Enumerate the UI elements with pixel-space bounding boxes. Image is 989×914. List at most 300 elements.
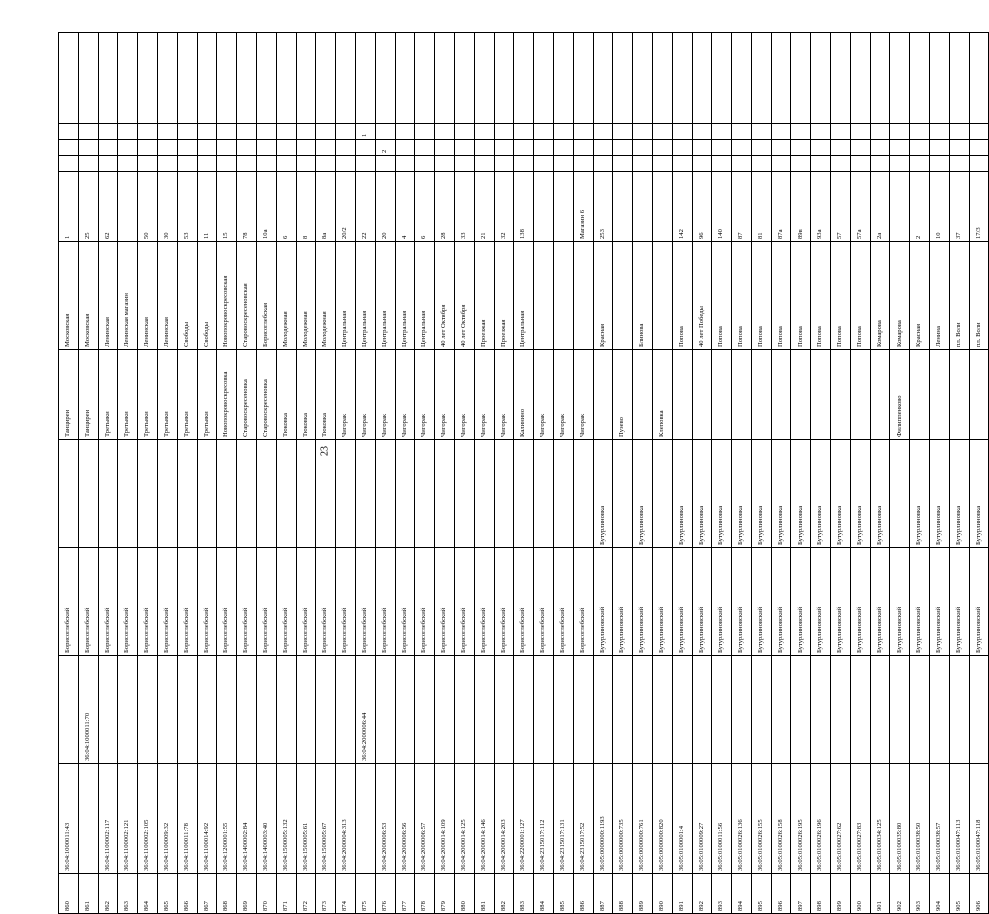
cell-town — [454, 440, 474, 548]
cell-house-number: 21 — [474, 172, 494, 242]
cell-cadastral-number-alt — [98, 656, 118, 764]
cell-town: Бутурлиновка — [751, 440, 771, 548]
cell-row-number: 874 — [336, 874, 356, 914]
cell-cadastral-number — [78, 764, 98, 874]
cell-district: Борисоглебский — [395, 548, 415, 656]
cell-row-number: 868 — [217, 874, 237, 914]
cell-street: пл. Воли — [949, 242, 969, 350]
cell-district: Бутурлиновский — [712, 548, 732, 656]
cell-cadastral-number: 36:04:2315017:112 — [534, 764, 554, 874]
cell-extra-2 — [613, 140, 633, 156]
cell-extra-3 — [138, 124, 158, 140]
cell-house-number: 28 — [435, 172, 455, 242]
table-row — [276, 33, 296, 914]
table-row — [672, 33, 692, 914]
cell-house-number: 62 — [98, 172, 118, 242]
cell-note — [870, 33, 890, 124]
cell-village — [692, 350, 712, 440]
cell-cadastral-number: 36:05:0100011:56 — [712, 764, 732, 874]
cell-street: Красная — [593, 242, 613, 350]
cell-town — [336, 440, 356, 548]
cell-house-number: 4 — [395, 172, 415, 242]
table-row — [811, 33, 831, 914]
cell-house-number: 25 — [78, 172, 98, 242]
cell-village: Чигорак — [534, 350, 554, 440]
table-row — [375, 33, 395, 914]
cell-cadastral-number: 36:04:1000011:43 — [59, 764, 79, 874]
cell-street: пл. Воли — [969, 242, 989, 350]
cell-row-number: 866 — [177, 874, 197, 914]
cell-street: Ленинская — [138, 242, 158, 350]
table-row — [217, 33, 237, 914]
cell-town — [435, 440, 455, 548]
cell-village: Чигорак — [395, 350, 415, 440]
cell-extra-3 — [890, 124, 910, 140]
cell-note — [118, 33, 138, 124]
cell-street: Комарова — [890, 242, 910, 350]
cell-town — [652, 440, 672, 548]
cell-extra-1 — [375, 156, 395, 172]
cell-cadastral-number — [355, 764, 375, 874]
cell-cadastral-number-alt — [316, 656, 336, 764]
cell-cadastral-number-alt — [732, 656, 752, 764]
cell-extra-1 — [197, 156, 217, 172]
cell-street: Новопокровоскресовская — [217, 242, 237, 350]
cell-row-number: 898 — [811, 874, 831, 914]
cell-extra-3 — [534, 124, 554, 140]
cell-cadastral-number: 36:04:2000006:56 — [395, 764, 415, 874]
cell-cadastral-number: 36:05:0100027:62 — [831, 764, 851, 874]
cell-row-number: 861 — [78, 874, 98, 914]
cell-cadastral-number: 36:04:2000004:313 — [336, 764, 356, 874]
cell-village: Клеповка — [652, 350, 672, 440]
cell-cadastral-number: 36:04:1400002:84 — [237, 764, 257, 874]
cell-note — [276, 33, 296, 124]
cell-town: Бутурлиновка — [732, 440, 752, 548]
cell-extra-1 — [474, 156, 494, 172]
cell-street: Попова — [811, 242, 831, 350]
cell-cadastral-number-alt — [811, 656, 831, 764]
cell-town — [118, 440, 138, 548]
cell-extra-2 — [494, 140, 514, 156]
cell-village: Чигорак — [375, 350, 395, 440]
cell-house-number: 1 — [59, 172, 79, 242]
cell-extra-1 — [712, 156, 732, 172]
cell-cadastral-number: 36:04:2200001:127 — [514, 764, 534, 874]
cell-note — [415, 33, 435, 124]
cell-extra-3 — [712, 124, 732, 140]
cell-house-number: Магазин 6 — [573, 172, 593, 242]
cell-row-number: 900 — [850, 874, 870, 914]
cell-extra-1 — [78, 156, 98, 172]
cell-cadastral-number: 36:04:1400003:40 — [256, 764, 276, 874]
cell-note — [751, 33, 771, 124]
cell-row-number: 865 — [157, 874, 177, 914]
cell-note — [791, 33, 811, 124]
cell-row-number: 860 — [59, 874, 79, 914]
cell-extra-1 — [138, 156, 158, 172]
cell-row-number: 862 — [98, 874, 118, 914]
cell-note — [59, 33, 79, 124]
cell-street: Центральная — [336, 242, 356, 350]
cell-cadastral-number: 36:05:0000000:1193 — [593, 764, 613, 874]
cell-note — [336, 33, 356, 124]
cell-cadastral-number: 36:04:1500005:67 — [316, 764, 336, 874]
cell-cadastral-number: 36:04:1100011:78 — [177, 764, 197, 874]
cell-district: Бутурлиновский — [613, 548, 633, 656]
cell-note — [316, 33, 336, 124]
cell-village: Чигорак — [573, 350, 593, 440]
cell-district: Борисоглебский — [157, 548, 177, 656]
cell-extra-1 — [395, 156, 415, 172]
cell-extra-2 — [435, 140, 455, 156]
cell-village — [811, 350, 831, 440]
cell-cadastral-number-alt — [652, 656, 672, 764]
table-row — [930, 33, 950, 914]
cell-district: Борисоглебский — [59, 548, 79, 656]
cell-town — [138, 440, 158, 548]
cell-extra-1 — [237, 156, 257, 172]
cell-note — [672, 33, 692, 124]
table-row — [534, 33, 554, 914]
cell-note — [930, 33, 950, 124]
cell-extra-2 — [534, 140, 554, 156]
cell-cadastral-number-alt — [256, 656, 276, 764]
cell-extra-2 — [454, 140, 474, 156]
cell-cadastral-number-alt — [454, 656, 474, 764]
cell-extra-3 — [237, 124, 257, 140]
cell-row-number: 891 — [672, 874, 692, 914]
cell-row-number: 892 — [692, 874, 712, 914]
cell-village: Третьяки — [138, 350, 158, 440]
cell-extra-3 — [118, 124, 138, 140]
cell-street: Попова — [672, 242, 692, 350]
cell-extra-2 — [177, 140, 197, 156]
table-row — [949, 33, 969, 914]
cell-extra-2 — [910, 140, 930, 156]
cell-extra-1 — [771, 156, 791, 172]
table-row — [197, 33, 217, 914]
cell-note — [454, 33, 474, 124]
cell-village: Третьяки — [177, 350, 197, 440]
cell-town — [534, 440, 554, 548]
cell-note — [494, 33, 514, 124]
cell-extra-3 — [910, 124, 930, 140]
cell-village: Чигорак — [474, 350, 494, 440]
table-row — [652, 33, 672, 914]
cell-extra-3 — [692, 124, 712, 140]
cell-note — [395, 33, 415, 124]
cell-extra-3 — [732, 124, 752, 140]
cell-street: Свободы — [177, 242, 197, 350]
cell-extra-2 — [197, 140, 217, 156]
cell-district: Борисоглебский — [435, 548, 455, 656]
cell-note — [157, 33, 177, 124]
cell-district: Борисоглебский — [316, 548, 336, 656]
cell-extra-1 — [296, 156, 316, 172]
cell-extra-1 — [553, 156, 573, 172]
table-row — [573, 33, 593, 914]
cell-house-number: 10 — [930, 172, 950, 242]
cell-extra-1 — [672, 156, 692, 172]
cell-extra-1 — [59, 156, 79, 172]
cell-cadastral-number-alt — [553, 656, 573, 764]
cell-cadastral-number-alt — [237, 656, 257, 764]
cell-street: Ленинская — [98, 242, 118, 350]
cell-extra-2 — [870, 140, 890, 156]
cell-village: Тюковка — [276, 350, 296, 440]
cell-extra-3 — [296, 124, 316, 140]
cell-house-number: 10а — [256, 172, 276, 242]
cell-extra-2 — [890, 140, 910, 156]
cell-note — [910, 33, 930, 124]
cell-town — [98, 440, 118, 548]
cell-village — [751, 350, 771, 440]
cell-cadastral-number: 36:05:0100027:83 — [850, 764, 870, 874]
cell-cadastral-number-alt — [514, 656, 534, 764]
cell-street: 40 лет Октября — [435, 242, 455, 350]
cell-extra-1 — [811, 156, 831, 172]
cell-street: Ленинская — [157, 242, 177, 350]
cell-street — [553, 242, 573, 350]
cell-house-number: 8а — [316, 172, 336, 242]
cell-row-number: 876 — [375, 874, 395, 914]
cell-row-number: 902 — [890, 874, 910, 914]
cell-extra-2 — [237, 140, 257, 156]
table-row — [474, 33, 494, 914]
cell-cadastral-number: 36:04:2000014:125 — [454, 764, 474, 874]
cell-extra-3 — [217, 124, 237, 140]
cell-extra-2 — [811, 140, 831, 156]
cell-town — [553, 440, 573, 548]
cell-street: Молодежная — [296, 242, 316, 350]
cell-street: Борисоглебская — [256, 242, 276, 350]
table-row — [237, 33, 257, 914]
cell-extra-3 — [850, 124, 870, 140]
cell-village: Чигорак — [494, 350, 514, 440]
cell-cadastral-number: 36:05:0100009:27 — [692, 764, 712, 874]
cell-house-number: 87 — [732, 172, 752, 242]
cell-extra-3 — [197, 124, 217, 140]
cell-village: Танциреи — [78, 350, 98, 440]
cell-village: Тюковка — [316, 350, 336, 440]
cell-row-number: 872 — [296, 874, 316, 914]
cell-extra-1 — [217, 156, 237, 172]
cell-street: Центральная — [514, 242, 534, 350]
table-row — [118, 33, 138, 914]
cell-district: Борисоглебский — [355, 548, 375, 656]
cell-village: Третьяки — [157, 350, 177, 440]
cell-cadastral-number: 36:05:0100026:196 — [811, 764, 831, 874]
cell-town: Бутурлиновка — [672, 440, 692, 548]
cell-district: Борисоглебский — [494, 548, 514, 656]
cell-cadastral-number-alt — [336, 656, 356, 764]
cell-note — [375, 33, 395, 124]
cell-house-number: 33 — [454, 172, 474, 242]
cell-extra-3 — [573, 124, 593, 140]
cell-extra-1 — [276, 156, 296, 172]
cell-house-number: 8 — [296, 172, 316, 242]
cell-extra-3 — [771, 124, 791, 140]
cell-row-number: 880 — [454, 874, 474, 914]
cell-town: Бутурлиновка — [771, 440, 791, 548]
cell-house-number: 53 — [177, 172, 197, 242]
cell-town: Бутурлиновка — [870, 440, 890, 548]
cell-cadastral-number: 36:05:0100034:125 — [870, 764, 890, 874]
cell-note — [652, 33, 672, 124]
table-row — [395, 33, 415, 914]
cell-row-number: 871 — [276, 874, 296, 914]
cell-extra-3: 1 — [355, 124, 375, 140]
cell-town — [197, 440, 217, 548]
cell-row-number: 878 — [415, 874, 435, 914]
cell-cadastral-number: 36:05:0100026:158 — [771, 764, 791, 874]
cell-cadastral-number: 36:05:0000000:761 — [633, 764, 653, 874]
cell-town: Бутурлиновка — [831, 440, 851, 548]
cell-extra-1 — [355, 156, 375, 172]
cell-note — [78, 33, 98, 124]
cell-street: Московская — [59, 242, 79, 350]
cell-extra-2 — [652, 140, 672, 156]
cell-row-number: 894 — [732, 874, 752, 914]
cell-house-number: 138 — [514, 172, 534, 242]
cell-village — [949, 350, 969, 440]
cell-extra-3 — [831, 124, 851, 140]
cell-village: Третьяки — [98, 350, 118, 440]
cell-extra-2 — [59, 140, 79, 156]
cell-row-number: 863 — [118, 874, 138, 914]
cell-extra-2 — [573, 140, 593, 156]
cell-extra-2 — [355, 140, 375, 156]
cell-village — [969, 350, 989, 440]
cell-extra-2 — [771, 140, 791, 156]
table-row — [831, 33, 851, 914]
cell-row-number: 881 — [474, 874, 494, 914]
cell-town — [59, 440, 79, 548]
cell-note — [534, 33, 554, 124]
cell-district: Бутурлиновский — [732, 548, 752, 656]
cell-extra-3 — [870, 124, 890, 140]
cell-village: Старовоскресеновка — [237, 350, 257, 440]
table-row — [969, 33, 989, 914]
cell-street: Красная — [910, 242, 930, 350]
table-row — [98, 33, 118, 914]
cell-row-number: 904 — [930, 874, 950, 914]
table-row — [613, 33, 633, 914]
cell-extra-3 — [177, 124, 197, 140]
cell-house-number: 50 — [138, 172, 158, 242]
cell-town — [217, 440, 237, 548]
cell-village: Новопокровоскресовка — [217, 350, 237, 440]
cell-district: Бутурлиновский — [969, 548, 989, 656]
cell-house-number: 20/2 — [336, 172, 356, 242]
cell-extra-3 — [98, 124, 118, 140]
cell-district: Бутурлиновский — [751, 548, 771, 656]
cell-cadastral-number: 36:04:1100002:105 — [138, 764, 158, 874]
cell-village: Третьяки — [197, 350, 217, 440]
cell-row-number: 905 — [949, 874, 969, 914]
cell-street: 40 лет Победы — [692, 242, 712, 350]
cell-extra-1 — [593, 156, 613, 172]
cell-town — [177, 440, 197, 548]
table-row — [78, 33, 98, 914]
table-row — [454, 33, 474, 914]
cell-extra-3 — [593, 124, 613, 140]
cell-note — [969, 33, 989, 124]
table-row — [732, 33, 752, 914]
cell-cadastral-number-alt — [949, 656, 969, 764]
cell-extra-1 — [751, 156, 771, 172]
cell-extra-2 — [256, 140, 276, 156]
cell-village — [831, 350, 851, 440]
cell-extra-1 — [256, 156, 276, 172]
cell-district: Бутурлиновский — [910, 548, 930, 656]
cell-street — [573, 242, 593, 350]
cell-cadastral-number: 36:04:2000006:57 — [415, 764, 435, 874]
cell-cadastral-number-alt — [771, 656, 791, 764]
cell-note — [197, 33, 217, 124]
cell-village — [910, 350, 930, 440]
cell-town: Бутурлиновка — [692, 440, 712, 548]
cell-cadastral-number: 36:04:2315017:131 — [553, 764, 573, 874]
cell-extra-3 — [395, 124, 415, 140]
cell-district: Борисоглебский — [336, 548, 356, 656]
cell-extra-2 — [831, 140, 851, 156]
cell-street: Комарова — [870, 242, 890, 350]
cell-village — [672, 350, 692, 440]
cell-town: Бутурлиновка — [850, 440, 870, 548]
cell-village: Чигорак — [336, 350, 356, 440]
cell-house-number: 22 — [355, 172, 375, 242]
cell-extra-1 — [336, 156, 356, 172]
cell-cadastral-number: 36:05:0100047:113 — [949, 764, 969, 874]
cell-cadastral-number: 36:05:0100035:80 — [890, 764, 910, 874]
cell-row-number: 869 — [237, 874, 257, 914]
cell-cadastral-number-alt — [415, 656, 435, 764]
cell-extra-2 — [850, 140, 870, 156]
cell-extra-3 — [157, 124, 177, 140]
cell-cadastral-number-alt — [692, 656, 712, 764]
cell-house-number: 142 — [672, 172, 692, 242]
cell-town — [296, 440, 316, 548]
cell-row-number: 906 — [969, 874, 989, 914]
cell-town — [514, 440, 534, 548]
cell-town: Бутурлиновка — [791, 440, 811, 548]
cell-village — [633, 350, 653, 440]
table-row — [514, 33, 534, 914]
cell-note — [850, 33, 870, 124]
cell-row-number: 895 — [751, 874, 771, 914]
cell-cadastral-number: 36:05:0100001:4 — [672, 764, 692, 874]
cell-extra-1 — [890, 156, 910, 172]
cell-row-number: 887 — [593, 874, 613, 914]
cell-extra-3 — [474, 124, 494, 140]
cell-cadastral-number: 36:04:1100002:117 — [98, 764, 118, 874]
table-row — [850, 33, 870, 914]
registry-table-container — [58, 33, 982, 914]
cell-district: Борисоглебский — [415, 548, 435, 656]
cell-village: Калинино — [514, 350, 534, 440]
cell-house-number: 140 — [712, 172, 732, 242]
cell-town — [157, 440, 177, 548]
cell-town — [375, 440, 395, 548]
cell-town: Бутурлиновка — [930, 440, 950, 548]
cell-town: Бутурлиновка — [633, 440, 653, 548]
cell-row-number: 893 — [712, 874, 732, 914]
cell-house-number: 15 — [217, 172, 237, 242]
cell-note — [177, 33, 197, 124]
cell-house-number: 93а — [811, 172, 831, 242]
